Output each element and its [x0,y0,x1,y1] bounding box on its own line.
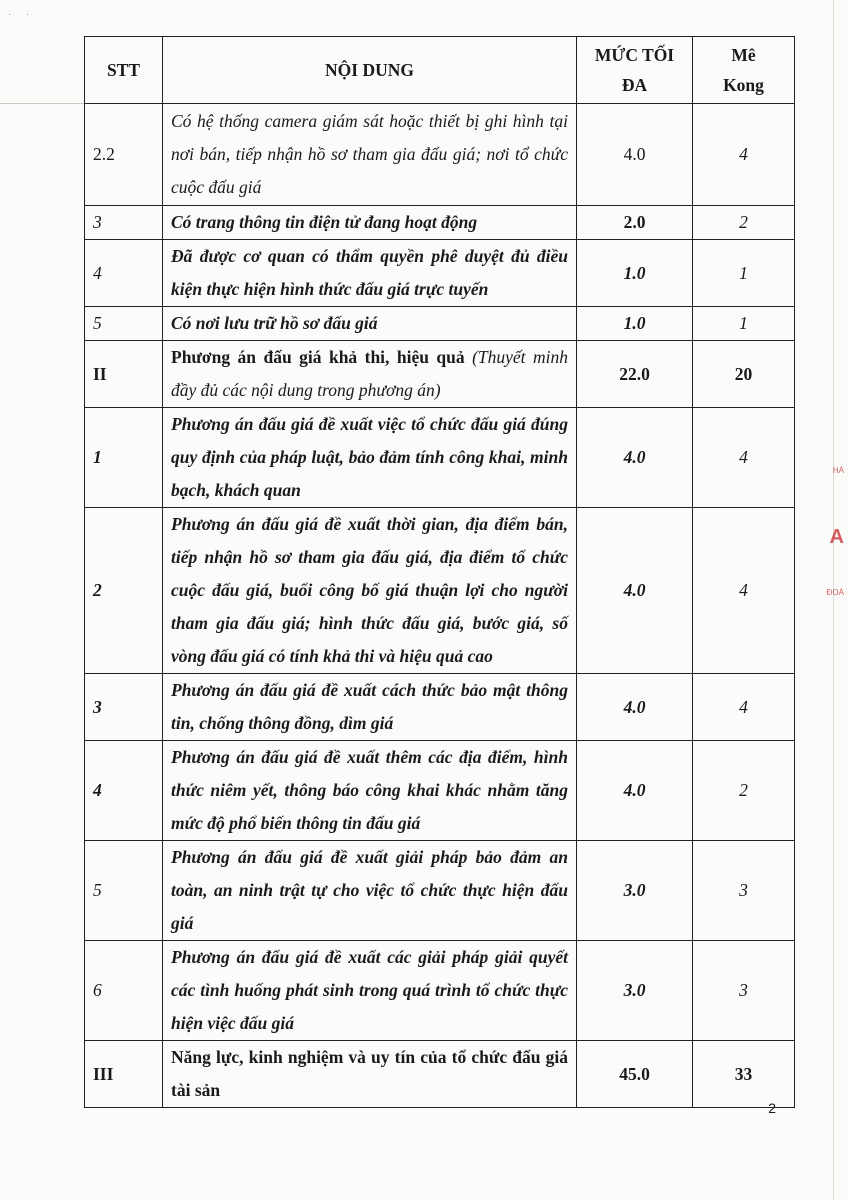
stamp-fragment-top: HÀ [832,466,844,475]
row-score: 2 [693,206,795,240]
header-org-line1: Mê [731,45,756,65]
table-row [85,508,795,674]
row-max: 4.0 [577,741,693,841]
row-stt: 1 [85,408,163,508]
row-content: Năng lực, kinh nghiệm và uy tín của tổ chức đấu giá tài sản [163,1041,577,1108]
row-score: 2 [693,741,795,841]
row-max: 4.0 [577,674,693,741]
table-header-row [85,37,795,104]
row-max: 1.0 [577,240,693,307]
table-row [85,1041,795,1108]
stamp-fragment-bottom: ĐOÀ [826,588,844,597]
scan-dots: · · [8,10,36,21]
row-score: 20 [693,341,795,408]
row-score: 3 [693,841,795,941]
row-max: 45.0 [577,1041,693,1108]
row-max: 3.0 [577,941,693,1041]
stamp-fragment-middle: A [829,526,844,548]
row-stt: 2 [85,508,163,674]
table-row [85,941,795,1041]
row-stt: 6 [85,941,163,1041]
scoring-table [84,36,795,1108]
row-max: 1.0 [577,307,693,341]
row-stt: 5 [85,841,163,941]
row-score: 4 [693,408,795,508]
header-max-line2: ĐA [621,75,648,95]
table-row [85,206,795,240]
row-stt: 4 [85,240,163,307]
row-score: 1 [693,240,795,307]
row-max: 22.0 [577,341,693,408]
scan-edge-line [833,0,834,1200]
row-stt: 5 [85,307,163,341]
row-stt: III [85,1041,163,1108]
row-content: Phương án đấu giá đề xuất các giải pháp giải quyết các tình huống phát sinh trong quá trình tổ chức thực hiện việc đấu giá [163,941,577,1041]
row-max: 2.0 [577,206,693,240]
row-score: 3 [693,941,795,1041]
row-stt: 2.2 [85,104,163,206]
row-max: 4.0 [577,104,693,206]
row-score: 33 [693,1041,795,1108]
row-score: 4 [693,508,795,674]
row-score: 4 [693,674,795,741]
table-row [85,240,795,307]
row-stt: 4 [85,741,163,841]
row-content: Đã được cơ quan có thẩm quyền phê duyệt đủ điều kiện thực hiện hình thức đấu giá trực tuyến [163,240,577,307]
row-content-bold: Phương án đấu giá khả thi, hiệu quả [171,347,465,367]
row-content: Phương án đấu giá đề xuất thời gian, địa điểm bán, tiếp nhận hồ sơ tham gia đấu giá, địa điểm tổ chức cuộc đấu giá, buổi công bố giá thuận lợi cho người tham gia đấu giá; hình thức đấu giá, bước giá, số vòng đấu giá có tính khả thi và hiệu quả cao [163,508,577,674]
table-row [85,741,795,841]
row-content: Phương án đấu giá đề xuất việc tổ chức đấu giá đúng quy định của pháp luật, bảo đảm tính công khai, minh bạch, khách quan [163,408,577,508]
table-row [85,341,795,408]
row-content: Phương án đấu giá đề xuất cách thức bảo mật thông tin, chống thông đồng, dìm giá [163,674,577,741]
row-content: Có hệ thống camera giám sát hoặc thiết bị ghi hình tại nơi bán, tiếp nhận hồ sơ tham gia đấu giá; nơi tổ chức cuộc đấu giá [163,104,577,206]
table-row [85,104,795,206]
header-max-score [577,37,693,104]
row-score: 4 [693,104,795,206]
row-content: Phương án đấu giá đề xuất giải pháp bảo đảm an toàn, an ninh trật tự cho việc tổ chức thực hiện đấu giá [163,841,577,941]
row-max: 3.0 [577,841,693,941]
page-number: 2 [768,1100,776,1116]
row-content: Phương án đấu giá đề xuất thêm các địa điểm, hình thức niêm yết, thông báo công khai khác nhằm tăng mức độ phổ biến thông tin đấu giá [163,741,577,841]
header-max-line1: MỨC TỐI [594,45,675,65]
header-content: NỘI DUNG [163,37,577,104]
table-row [85,408,795,508]
row-max: 4.0 [577,508,693,674]
row-content-note: (Thuyết minh đầy đủ các nội dung trong phương án) [171,347,568,400]
row-stt: 3 [85,674,163,741]
row-stt: II [85,341,163,408]
scan-artifact-line [0,103,84,104]
header-organization [693,37,795,104]
table-row [85,841,795,941]
row-max: 4.0 [577,408,693,508]
header-stt: STT [85,37,163,104]
row-stt: 3 [85,206,163,240]
row-content [163,341,577,408]
row-content: Có nơi lưu trữ hồ sơ đấu giá [163,307,577,341]
row-content: Có trang thông tin điện tử đang hoạt động [163,206,577,240]
table-row [85,674,795,741]
table-row [85,307,795,341]
row-score: 1 [693,307,795,341]
header-org-line2: Kong [723,75,764,95]
